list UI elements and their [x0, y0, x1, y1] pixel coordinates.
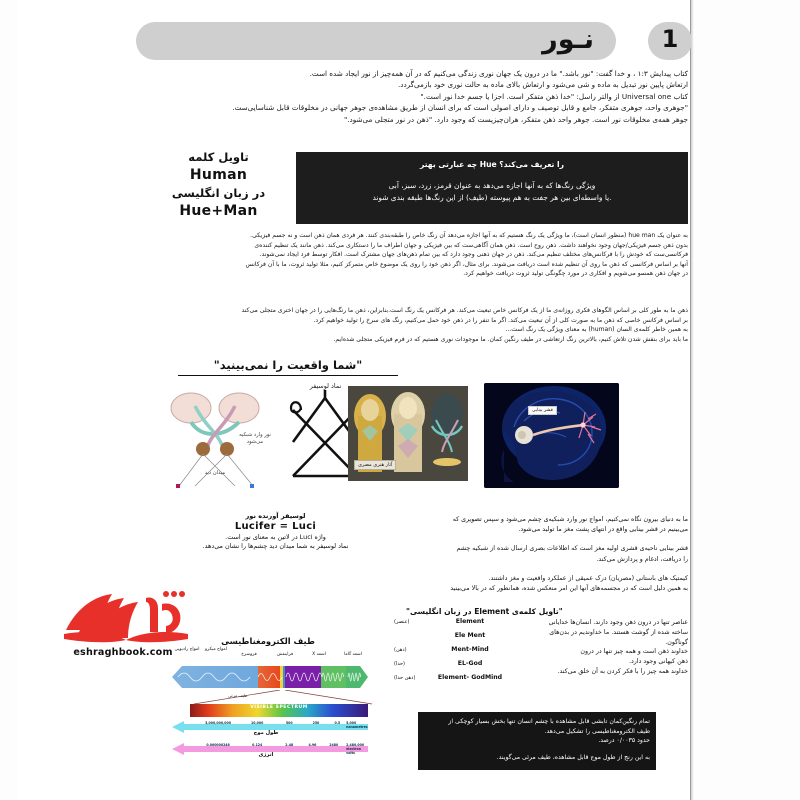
element-side-line: گوناگون.	[665, 638, 688, 646]
hue-sidenote-line-1: تاویل کلمه	[188, 150, 249, 164]
element-row-en: EL-God	[457, 660, 483, 667]
element-side-line: عناصر تنها در درون ذهن وجود دارند. انسان‌ها خدایانی	[548, 619, 688, 626]
wavelength-value: 0.5	[334, 720, 341, 725]
body-paragraph-1	[153, 231, 688, 279]
intro-line: کتاب Universal one از والتر راسل: "خدا ذهن متفکر است. اجزا یا جسم خدا نور است."	[420, 91, 688, 101]
element-side-text	[538, 618, 688, 677]
element-row-fa: (عنصر)	[394, 619, 410, 625]
wavelength-caption: طول موج	[253, 730, 279, 736]
wavelength-value: 5,000 nanometres	[346, 720, 368, 729]
element-heading: "تاویل کلمه‌ی Element در زبان انگلیسی"	[406, 607, 563, 616]
body-line: ذهن ما به طور کلی بر اساس الگوهای فکری روزانه‌ی ما از یک فرکانس خاص تبعیت می‌کند. هر فرکانس یک رنگ است.بنابراین، ذهن ما رنگ‌هایی را در جهان اختری متجلی می‌کند	[241, 307, 688, 314]
visible-spectrum-callout	[418, 712, 656, 770]
body-line: آنها بر اساس فرکانسی که ذهن ما روی آن تنظیم شده است دریافت می‌شوند. برای مثال، اگر ذهن خود را روی یک موضوع خاص متمرکز کنیم، مثلا تولید ثروت، ما با آن فرکانس	[245, 260, 688, 268]
spectrum-band-bar	[172, 664, 368, 690]
band-label: امواج میکرو	[205, 647, 227, 652]
element-row-en: Ment-Mind	[451, 646, 489, 653]
publisher-logo	[62, 590, 192, 670]
element-row	[390, 660, 550, 674]
element-row-en: Ele Ment	[454, 632, 486, 639]
body-line: بدون ذهن جسم فیزیکی/جهان وجود نخواهند داشت. ذهن روح است. ذهن همان آگاهی‌ست که بین فیزیکی و جهان اطراف ما را دستکاری می‌کند. ذهن مانند یک تنظیم کننده‌ی	[254, 241, 688, 249]
eye-label-light: نور وارد شبکیه می‌شود	[239, 432, 271, 445]
section-heading-reality: "شما واقعیت را نمی‌بینید"	[178, 358, 398, 376]
element-side-line: ساخته شده از گوشت هستند. ما خداوندیم در بدن‌های	[549, 628, 688, 636]
hue-question: چه عبارتی بهتر Hue را تعریف می‌کند؟	[419, 160, 565, 169]
wavelength-values	[186, 720, 368, 729]
optic-chiasm-diagram	[161, 386, 271, 496]
hue-answer-line: یا واسطه‌ای بین هر جفت به هم پیوسته (طیف) از این رنگ‌ها طبقه بندی شوند.	[372, 193, 612, 202]
wavelength-value: 250	[312, 720, 320, 725]
spectrum-band-labels	[168, 646, 373, 664]
energy-value: 2,480,000 electron volts	[346, 742, 365, 755]
chapter-number-badge	[648, 22, 692, 60]
body-line: به همین خاطر کلمه‌ی السان (human) به معنای ویژگی یک رنگ است...	[505, 326, 688, 334]
callout-line: تمام رنگین‌کمان تابشی قابل مشاهده با چشم انسان تنها بخش بسیار کوچکی از	[448, 718, 650, 725]
body-line: به عنوان یک hue man (منظور انسان است)، ما ویژگی یک رنگ هستیم که به آنها اجازه می‌دهد آن رنگ خاص را طبقه‌بندی کنند. هر فردی همان ذهن است و نه جسم فیزیکی.	[250, 232, 688, 239]
energy-value: 2.48	[285, 742, 294, 747]
callout-line: حدود ۰/۰۰۳۵ درصد.	[598, 737, 650, 745]
intro-line: جوهر همه‌ی مخلوقات نور است. جوهر واحد ذهن متفکر، هر‌ان‌چیزیست که وجود دارد. "ذهن در نور متجلی می‌شود."	[343, 114, 688, 124]
em-spectrum-diagram	[168, 646, 373, 766]
eye-label-field: میدان دید	[204, 470, 226, 476]
right-line: قشر بینایی ناحیه‌ی قشری اولیه مغز است که اطلاعات بصری ارسال شده از شبکیه چشم	[456, 545, 688, 553]
lucifer-explanation	[168, 512, 383, 552]
right-line: کیمتیک های باستانی (مصریان) درک عمیقی از عملکرد واقعیت و مغز داشتند.	[488, 574, 688, 582]
body-line: ما باید برای بنفش شدن تلاش کنیم، بالاترین رنگ ارتعاشی در طیف رنگین کمان. ما موجودات نوری هستیم که در فرم فیزیکی متجلی شده‌ایم.	[333, 335, 688, 343]
element-side-line: خداوند همه چیز را با فکر کردن به آن خلق می‌کند.	[557, 667, 688, 675]
hue-sidenote-line-4: Hue+Man	[179, 203, 258, 219]
element-breakdown-list	[390, 618, 550, 688]
element-row	[390, 618, 550, 632]
element-row-fa: (خدا)	[394, 661, 406, 667]
element-row-fa: (ذهن خدا)	[394, 675, 416, 681]
right-line: می‌بینیم در قشر بینایی واقع در انتهای پشت مغز ما تولید می‌شود.	[518, 526, 688, 534]
intro-line: "جوهری واحد، جوهری متفکر، جامع و قابل توصیف و دارای اصولی است که برای انسان از طریق مشاهده‌ی جوهر جهانی در مخلوقات قابل شناسایی‌ست.	[232, 103, 688, 113]
brain-illustration	[484, 383, 619, 488]
page-title: نـور	[542, 24, 594, 55]
eshragh-logo-mark	[62, 590, 192, 646]
hue-answer-line: ویژگی رنگ‌ها که به آنها اجازه می‌دهد به عنوان قرمز، زرد، سبز، آبی	[388, 181, 596, 190]
energy-caption: انرژی	[258, 752, 274, 758]
energy-value: 0.000000248	[206, 742, 230, 747]
element-row	[390, 632, 550, 646]
element-side-line: خداوند ذهن است و همه چیز تنها در درون	[580, 648, 688, 656]
spectrum-bar-svg	[172, 664, 368, 690]
body-line: بر اساس فرکانس خاصی که ذهن ما به صورت کلی از آن تبعیت می‌کند. اگر ما تنفر را در ذهن خود حمل می‌کنیم، رنگ های سرخ را تولید خواهیم کرد.	[313, 316, 688, 324]
lucifer-note-line: نماد لوسیفر به شما میدان دید چشم‌ها را نشان می‌دهد.	[202, 542, 349, 551]
body-paragraph-2	[153, 306, 688, 344]
chapter-number: 1	[661, 25, 679, 53]
brain-photo-caption: قشر بینایی	[528, 406, 557, 415]
callout-line: طیف الکترومغناطیسی را تشکیل می‌دهد.	[544, 727, 650, 735]
energy-value: 2480	[329, 742, 339, 747]
lucifer-note-line: واژه Luci در لاتین به معنای نور است.	[225, 533, 326, 541]
intro-paragraph	[153, 68, 688, 125]
hue-man-sidenote	[156, 150, 281, 222]
element-row	[390, 674, 550, 688]
hue-sidenote-line-2: Human	[189, 167, 248, 183]
element-row	[390, 646, 550, 660]
wavelength-value: 10,000	[251, 720, 264, 725]
spectrum-title: طیف الکترومغناطیسی	[221, 636, 315, 646]
element-row-en: Element	[455, 618, 485, 625]
lucifer-sigil-caption: نماد لوسیفر	[309, 382, 342, 390]
right-line: را دریافت، ادغام و پردازش می‌کند.	[596, 555, 688, 563]
egypt-photo-caption: آثار هنری مصری	[354, 460, 396, 470]
visible-spectrum-bar	[190, 702, 368, 715]
publisher-url: eshraghbook.com	[73, 647, 173, 658]
hue-definition-callout	[296, 152, 688, 224]
right-line: ما به دنیای بیرون نگاه نمی‌کنیم، امواج نور وارد شبکیه‌ی چشم می‌شود و سپس تصویری که	[452, 516, 688, 523]
wavelength-value: 3,000,000,000	[205, 720, 231, 725]
wavelength-arrow-row	[172, 718, 368, 730]
element-row-fa: (ذهن)	[394, 647, 407, 653]
visible-spectrum-callout-text	[424, 717, 650, 762]
right-line: به همین دلیل است که در مجسمه‌های آنها این امر منعکس شده، همانطور که در بالا می‌بینید	[450, 585, 688, 593]
brain-visual-cortex-photo	[484, 383, 619, 488]
energy-value: 0.124	[252, 742, 263, 747]
band-label: اشعه گاما	[344, 652, 362, 657]
body-line: در جهان ذهن همسو می‌شویم و افکاری در مورد چگونگی تولید ثروت دریافت خواهیم کرد.	[463, 270, 688, 278]
body-line: فرکانسی‌ست که خودش را با فرکانس‌های مختلف تنظیم می‌کند. ذهن در جهان ذهنی وجود دارد که بین تمام ذهن‌های جهان مشترک است. افکار توسط فرد ایجاد نمی‌شوند.	[259, 251, 688, 259]
visible-spectrum-note: طیف مرئی	[228, 693, 248, 698]
band-label: فرابنفش	[276, 652, 294, 657]
lucifer-latin: Lucifer = Luci	[234, 521, 317, 532]
right-column-text	[363, 506, 688, 603]
hue-sidenote-line-3: در زبان انگلیسی	[171, 186, 266, 200]
band-label: امواج رادیویی	[174, 647, 200, 652]
energy-value: 4.96	[308, 742, 317, 747]
scanned-page-sheet	[18, 0, 691, 800]
callout-last-line: به این رنج از طول موج قابل مشاهده، طیف مرئی می‌گویند.	[496, 753, 650, 761]
intro-line: ارتعاش پایین نور تبدیل به ماده و شی می‌شود و ارتعاش بالای ماده به حالت نوری خود بازمی‌گردد.	[397, 80, 688, 90]
chapter-title-bar	[136, 22, 616, 60]
band-label: اشعه X	[312, 652, 326, 657]
wavelength-value: 500	[285, 720, 293, 725]
hue-answer	[308, 180, 676, 204]
visible-spectrum-label: VISIBLE SPECTRUM	[250, 705, 308, 710]
element-side-line: ذهن کیهانی وجود دارد.	[628, 658, 688, 666]
intro-line: کتاب پیدایش ۱:۳ ، و خدا گفت: "نور باشد." ما در درون یک جهان نوری زندگی می‌کنیم که در آن همه‌چیز از نور ایجاد شده است.	[309, 69, 688, 78]
lucifer-title: لوسیفر آورنده نور	[245, 512, 306, 520]
element-row-en: Element- GodMind	[437, 674, 503, 681]
band-label: فروسرخ	[241, 652, 257, 657]
